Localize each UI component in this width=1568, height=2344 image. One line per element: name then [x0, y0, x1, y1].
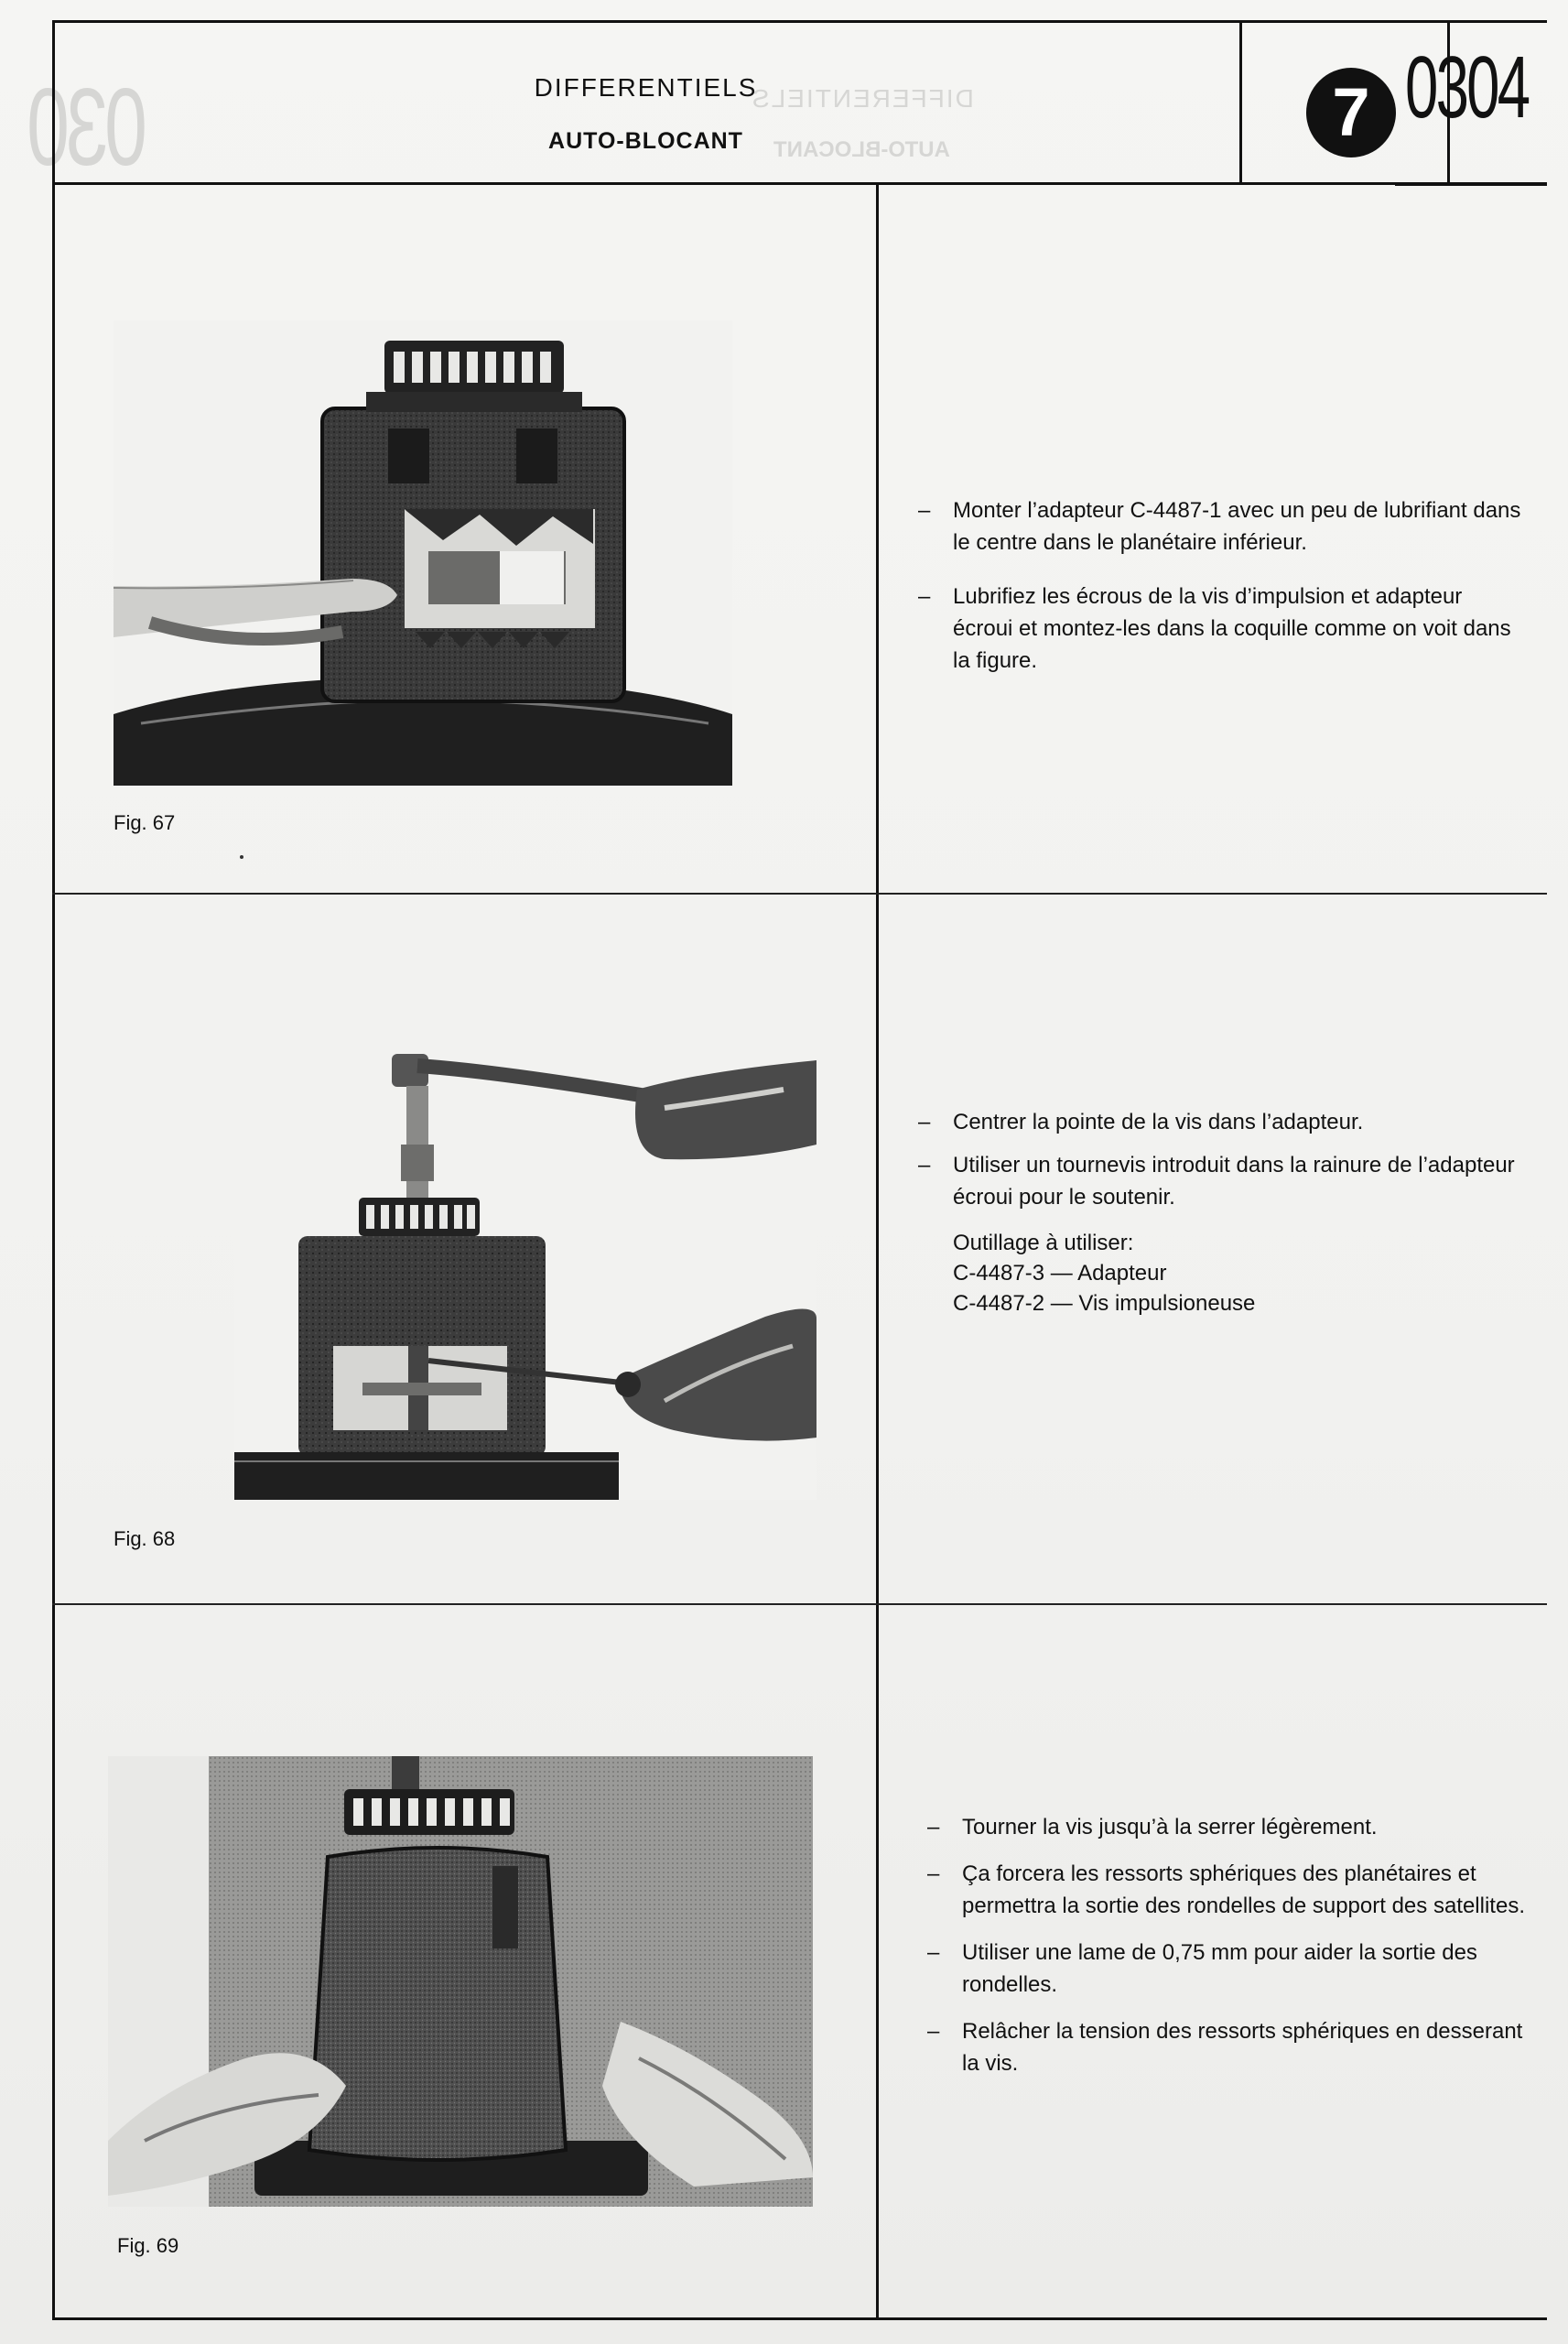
dash-bullet: – [918, 1153, 931, 1177]
tools-list [918, 1228, 1522, 1318]
instruction-text: Monter l’adapteur C-4487-1 avec un peu de lubrifiant dans le centre dans le planétaire inférieur. [953, 498, 1521, 555]
instruction-item [918, 581, 1522, 677]
tool-item: C-4487-3 — Adapteur [953, 1261, 1167, 1286]
instruction-text: Utiliser un tournevis introduit dans la rainure de l’adapteur écroui pour le soutenir. [953, 1153, 1515, 1210]
row-divider-1 [52, 893, 1547, 895]
column-divider [876, 183, 879, 2320]
figure-69-caption: Fig. 69 [117, 2234, 179, 2257]
instruction-item [927, 1858, 1531, 1922]
figure-67-photo [114, 320, 732, 786]
dash-bullet: – [918, 1110, 931, 1134]
instruction-text: Centrer la pointe de la vis dans l’adapteur. [953, 1110, 1364, 1134]
instructions-68 [918, 1106, 1522, 1318]
instruction-text: Tourner la vis jusqu’à la serrer légèrement. [962, 1815, 1378, 1839]
figure-69-photo [108, 1756, 813, 2207]
instruction-item [927, 1811, 1531, 1843]
ghost-subtitle: AUTO-BLOCANT [773, 137, 950, 162]
instruction-item [918, 1106, 1522, 1138]
instruction-item [927, 1937, 1531, 2001]
figure-68-caption: Fig. 68 [114, 1527, 176, 1550]
tools-heading: Outillage à utiliser: [953, 1231, 1134, 1255]
instruction-text: Ça forcera les ressorts sphériques des planétaires et permettra la sortie des rondelles de support des satellites. [962, 1861, 1525, 1918]
chapter-badge: 7 [1306, 68, 1396, 157]
ghost-page-number: 030 [30, 66, 147, 189]
dash-bullet: – [927, 1815, 940, 1839]
page-subtitle: AUTO-BLOCANT [548, 128, 743, 154]
dash-bullet: – [918, 498, 931, 523]
header-underline [1395, 183, 1547, 186]
instruction-text: Relâcher la tension des ressorts sphériques en desserant la vis. [962, 2019, 1523, 2076]
instruction-item [927, 2015, 1531, 2079]
instructions-69 [927, 1811, 1531, 2101]
row-divider-2 [52, 1603, 1547, 1605]
instruction-item [918, 1149, 1522, 1213]
page-number: 0304 [1405, 38, 1529, 136]
instruction-item [918, 494, 1522, 559]
dash-bullet: – [927, 2019, 940, 2044]
figure-68-photo [234, 1053, 816, 1500]
ghost-title: DIFFERENTIELS [751, 84, 974, 113]
dash-bullet: – [927, 1861, 940, 1886]
scan-speck [240, 855, 243, 859]
page-header [52, 20, 1547, 185]
figure-67-caption: Fig. 67 [114, 811, 176, 834]
instruction-text: Lubrifiez les écrous de la vis d’impulsion et adapteur écroui et montez-les dans la coquille comme on voit dans la figure. [953, 584, 1511, 673]
instruction-text: Utiliser une lame de 0,75 mm pour aider la sortie des rondelles. [962, 1940, 1477, 1997]
dash-bullet: – [918, 584, 931, 609]
page-title: DIFFERENTIELS [534, 73, 758, 102]
instructions-67 [918, 494, 1522, 699]
dash-bullet: – [927, 1940, 940, 1965]
title-box [52, 20, 1242, 182]
tool-item: C-4487-2 — Vis impulsioneuse [953, 1291, 1256, 1316]
